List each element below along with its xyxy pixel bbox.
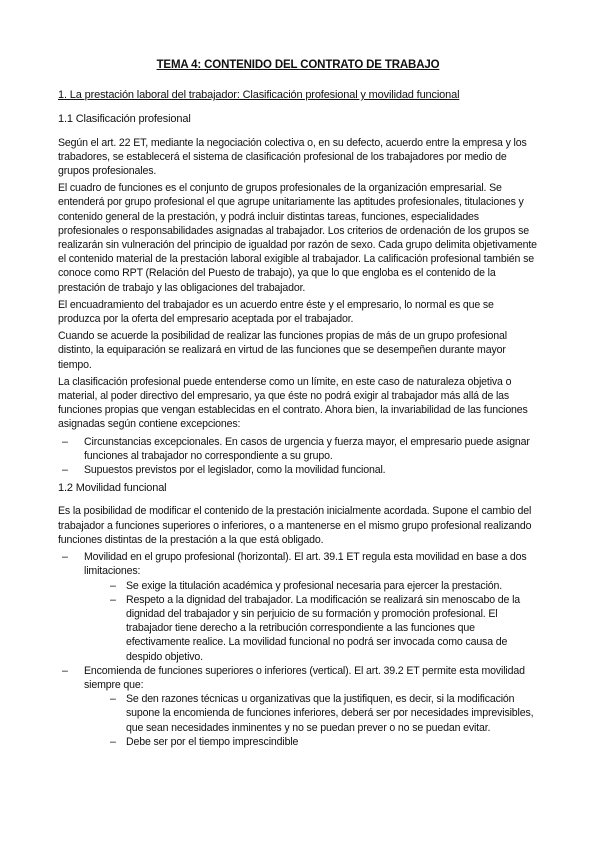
subsection-heading-classification: 1.1 Clasificación profesional [58,113,191,126]
sublist-item: – Se den razones técnicas u organizativas que la justifiquen, es decir, si la modificación supone la encomienda de funciones inferiores, deberá ser por necesidades imprevisibles, que sean necesidades inminentes y no se puedan prever o no se puedan evitar. [106,692,538,735]
mobility-list [58,550,538,749]
document-title: TEMA 4: CONTENIDO DEL CONTRATO DE TRABAJO [156,59,440,71]
list-item-vertical [58,664,538,749]
sublist-item: – Respeto a la dignidad del trabajador. La modificación se realizará sin menoscabo de la dignidad del trabajador y sin perjuicio de su formación y promoción profesional. El trabajador tiene derecho a la retribución correspondiente a las funciones que efectivamente realice. La movilidad funcional no podrá ser invocada como causa de despido objetivo. [106,593,538,664]
sublist-item: – Debe ser por el tiempo imprescindible [106,735,538,749]
sublist [84,692,538,749]
paragraph: Cuando se acuerde la posibilidad de realizar las funciones propias de más de un grupo profesional distinto, la equiparación se realizará en virtud de las funciones que se desempeñen durante mayor tiempo. [58,330,507,371]
exceptions-list [58,435,538,478]
list-item-text: Movilidad en el grupo profesional (horizontal). El art. 39.1 ET regula esta movilidad en base a dos limitaciones: [84,551,527,578]
list-item: – Supuestos previstos por el legislador, como la movilidad funcional. [58,463,538,477]
sublist [84,579,538,664]
paragraph: Según el art. 22 ET, mediante la negociación colectiva o, en su defecto, acuerdo entre la empresa y los trabadores, se establecerá el sistema de clasificación profesional de los trabajadores por medio de grupos profesionales. [58,136,527,178]
paragraph: La clasificación profesional puede entenderse como un límite, en este caso de naturaleza objetiva o material, al poder directivo del empresario, ya que éste no podrá exigir al trabajador más allá de las funciones propias que vengan establecidas en el contrato. Ahora bien, la invariabilidad de las funciones asignadas según contiene excepciones: [58,375,528,431]
subsection-heading-mobility: 1.2 Movilidad funcional [58,482,167,495]
list-item-horizontal [58,550,538,664]
list-item: – Circunstancias excepcionales. En casos de urgencia y fuerza mayor, el empresario puede asignar funciones al trabajador no correspondiente a su grupo. [58,435,538,463]
sublist-item: – Se exige la titulación académica y profesional necesaria para ejercer la prestación. [106,579,538,593]
paragraph: El encuadramiento del trabajador es un acuerdo entre éste y el empresario, lo normal es que se produzca por la oferta del empresario aceptada por el trabajador. [58,298,494,326]
paragraph: El cuadro de funciones es el conjunto de grupos profesionales de la organización empresarial. Se entenderá por grupo profesional el que agrupe unitariamente las aptitudes profesionales, titulaciones y contenido general de la prestación, y podrá incluir distintas tareas, funciones, especialidades profesionales o responsabilidades asignadas al trabajador. Los criterios de ordenación de los grupos se realizarán sin vulneración del principio de igualdad por razón de sexo. Cada grupo delimita objetivamente el contenido material de la prestación laboral exigible al trabajador. La calificación profesional también se conoce como RPT (Relación del Puesto de trabajo), ya que lo que engloba es el contenido de la prestación de trabajo y las obligaciones del trabajador. [58,182,537,294]
section-heading: 1. La prestación laboral del trabajador: Clasificación profesional y movilidad funcional [58,89,460,102]
paragraph: Es la posibilidad de modificar el contenido de la prestación inicialmente acordada. Supone el cambio del trabajador a funciones superiores o inferiores, o a mantenerse en el mismo grupo profesional realizando funciones distintas de la prestación a la que está obligado. [58,505,532,546]
list-item-text: Encomienda de funciones superiores o inferiores (vertical). El art. 39.2 ET permite esta movilidad siempre que: [84,664,525,691]
